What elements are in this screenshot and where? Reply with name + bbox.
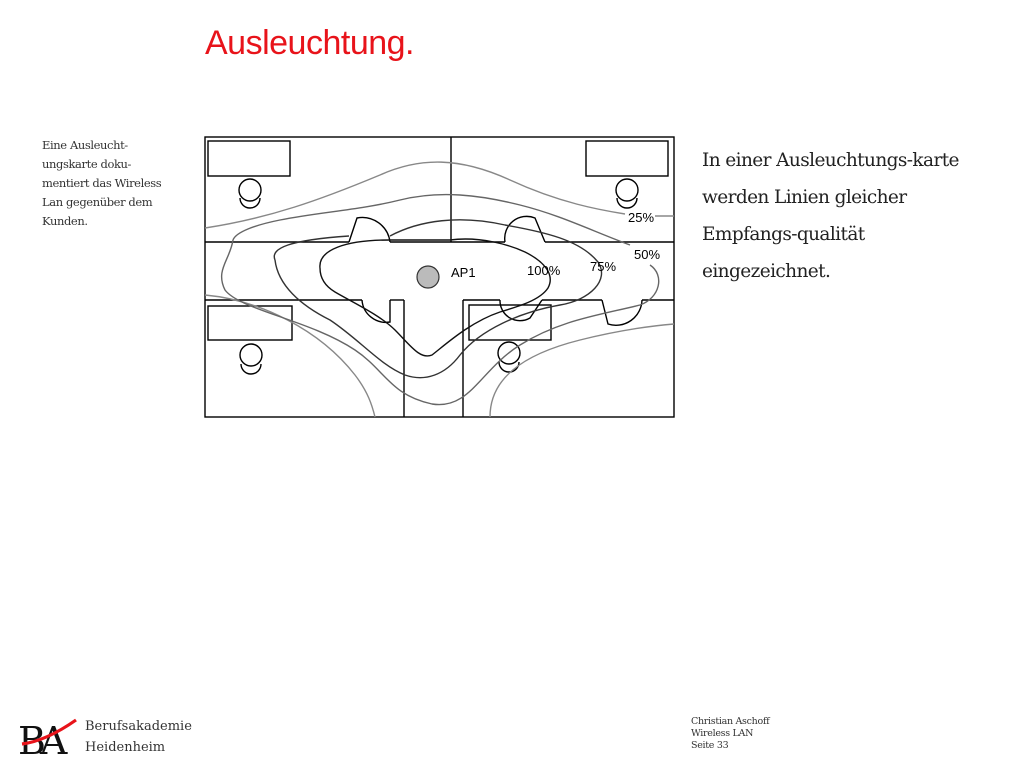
main-text-line: In einer Ausleuchtungs-karte	[702, 150, 959, 171]
ba-logo	[18, 716, 82, 760]
main-text-line: werden Linien gleicher	[702, 187, 907, 208]
side-note-line: Lan gegenüber dem	[42, 195, 153, 209]
desk	[586, 141, 668, 176]
svg-text:BA: BA	[18, 719, 62, 760]
chair-icon	[240, 344, 262, 374]
contour-25-bottom	[205, 295, 375, 417]
footer-author: Christian Aschoff	[691, 716, 770, 727]
slide-title: Ausleuchtung.	[205, 24, 414, 62]
institution-name-line: Heidenheim	[85, 740, 166, 755]
institution-name	[85, 716, 192, 758]
access-point-label: AP1	[451, 265, 476, 280]
institution-name-line: Berufsakademie	[85, 719, 192, 734]
contour-label-100: 100%	[527, 263, 561, 278]
contour-label-75: 75%	[590, 259, 617, 274]
chair-icon	[239, 179, 261, 208]
footer-info	[691, 716, 769, 752]
main-text	[702, 142, 1002, 290]
side-note-line: Eine Ausleucht-	[42, 138, 128, 152]
chair-icon	[616, 179, 638, 208]
footer-course: Wireless LAN	[691, 728, 754, 739]
main-text-line: eingezeichnet.	[702, 261, 831, 282]
side-note-line: mentiert das Wireless	[42, 176, 162, 190]
desk	[208, 306, 292, 340]
desk	[208, 141, 290, 176]
door-swing	[362, 300, 390, 322]
side-note-line: ungskarte doku-	[42, 157, 132, 171]
access-point-icon	[417, 266, 439, 288]
door-swing	[349, 218, 390, 242]
main-text-line: Empfangs-qualität	[702, 224, 865, 245]
contour-label-25: 25%	[628, 210, 655, 225]
side-note-line: Kunden.	[42, 214, 88, 228]
contour-label-50: 50%	[634, 247, 661, 262]
contour-75	[274, 220, 601, 378]
footer-page: Seite 33	[691, 740, 729, 751]
contour-25-bottom-right	[490, 324, 674, 417]
